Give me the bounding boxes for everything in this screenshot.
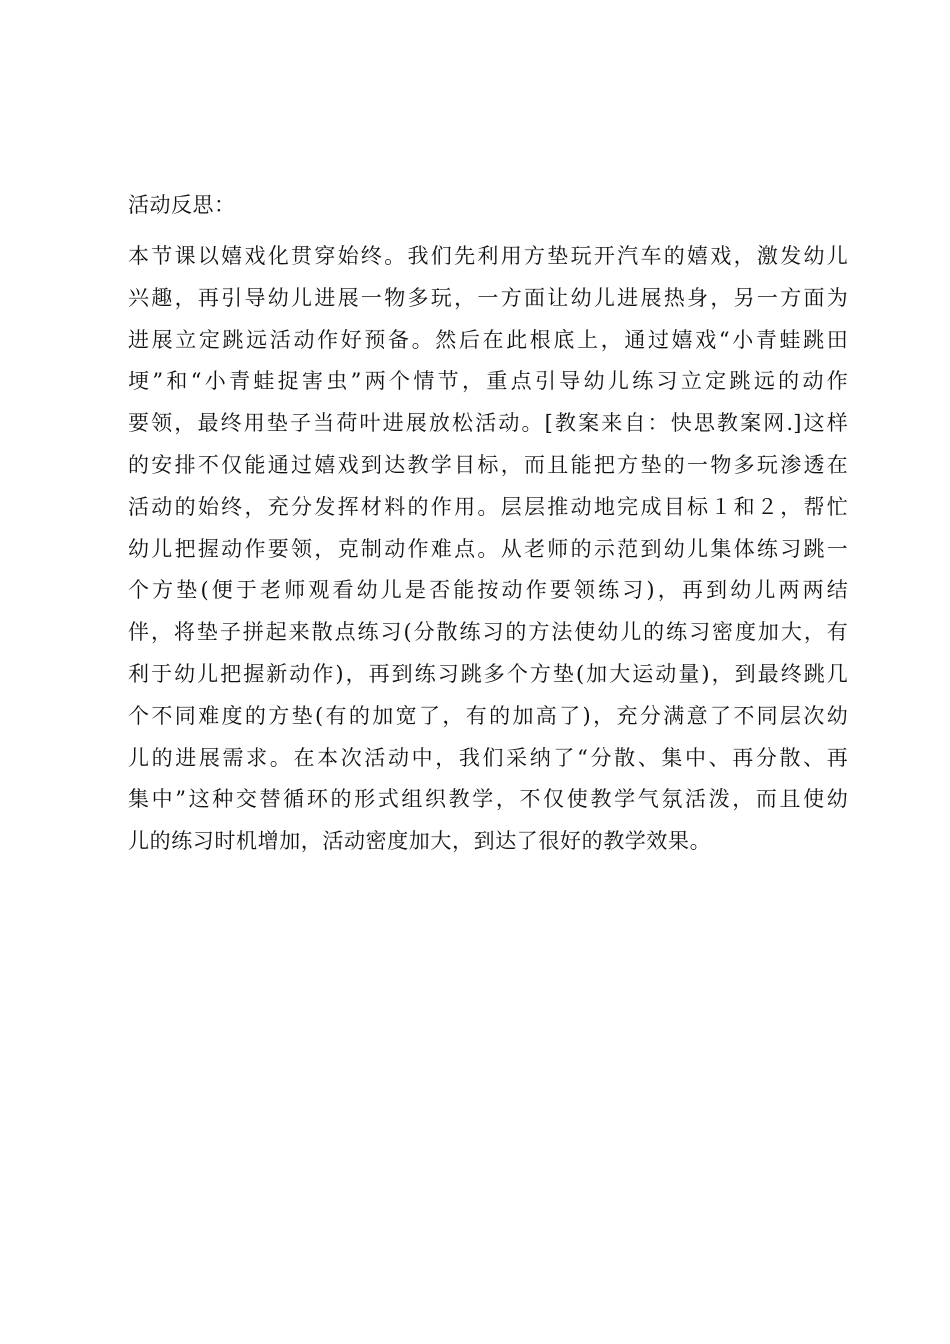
paragraph-line: 本节课以嬉戏化贯穿始终。我们先利用方垫玩开汽车的嬉戏，激发幼儿 — [128, 244, 848, 268]
paragraph-line: 幼儿把握动作要领，克制动作难点。从老师的示范到幼儿集体练习跳一 — [128, 536, 848, 561]
paragraph-line: 个不同难度的方垫(有的加宽了，有的加高了)，充分满意了不同层次幼 — [128, 703, 848, 728]
paragraph-line: 兴趣，再引导幼儿进展一物多玩，一方面让幼儿进展热身，另一方面为 — [128, 285, 848, 310]
reflection-paragraph — [128, 236, 848, 863]
paragraph-line: 利于幼儿把握新动作)，再到练习跳多个方垫(加大运动量)，到最终跳几 — [128, 661, 848, 686]
paragraph-line: 个方垫(便于老师观看幼儿是否能按动作要领练习)，再到幼儿两两结 — [128, 578, 848, 603]
paragraph-line: 埂”和“小青蛙捉害虫”两个情节，重点引导幼儿练习立定跳远的动作 — [128, 369, 848, 394]
paragraph-line: 儿的进展需求。在本次活动中，我们采纳了“分散、集中、再分散、再 — [128, 745, 848, 770]
section-heading: 活动反思： — [128, 193, 236, 217]
paragraph-line: 伴，将垫子拼起来散点练习(分散练习的方法使幼儿的练习密度加大，有 — [128, 620, 848, 645]
paragraph-line: 儿的练习时机增加，活动密度加大，到达了很好的教学效果。 — [128, 829, 712, 854]
paragraph-line: 活动的始终，充分发挥材料的作用。层层推动地完成目标１和２，帮忙 — [128, 494, 848, 519]
paragraph-line: 集中”这种交替循环的形式组织教学，不仅使教学气氛活泼，而且使幼 — [128, 787, 848, 812]
paragraph-line: 进展立定跳远活动作好预备。然后在此根底上，通过嬉戏“小青蛙跳田 — [128, 327, 848, 352]
paragraph-line: 的安排不仅能通过嬉戏到达教学目标，而且能把方垫的一物多玩渗透在 — [128, 452, 848, 477]
paragraph-line: 要领，最终用垫子当荷叶进展放松活动。[教案来自：快思教案网.]这样 — [128, 411, 848, 436]
